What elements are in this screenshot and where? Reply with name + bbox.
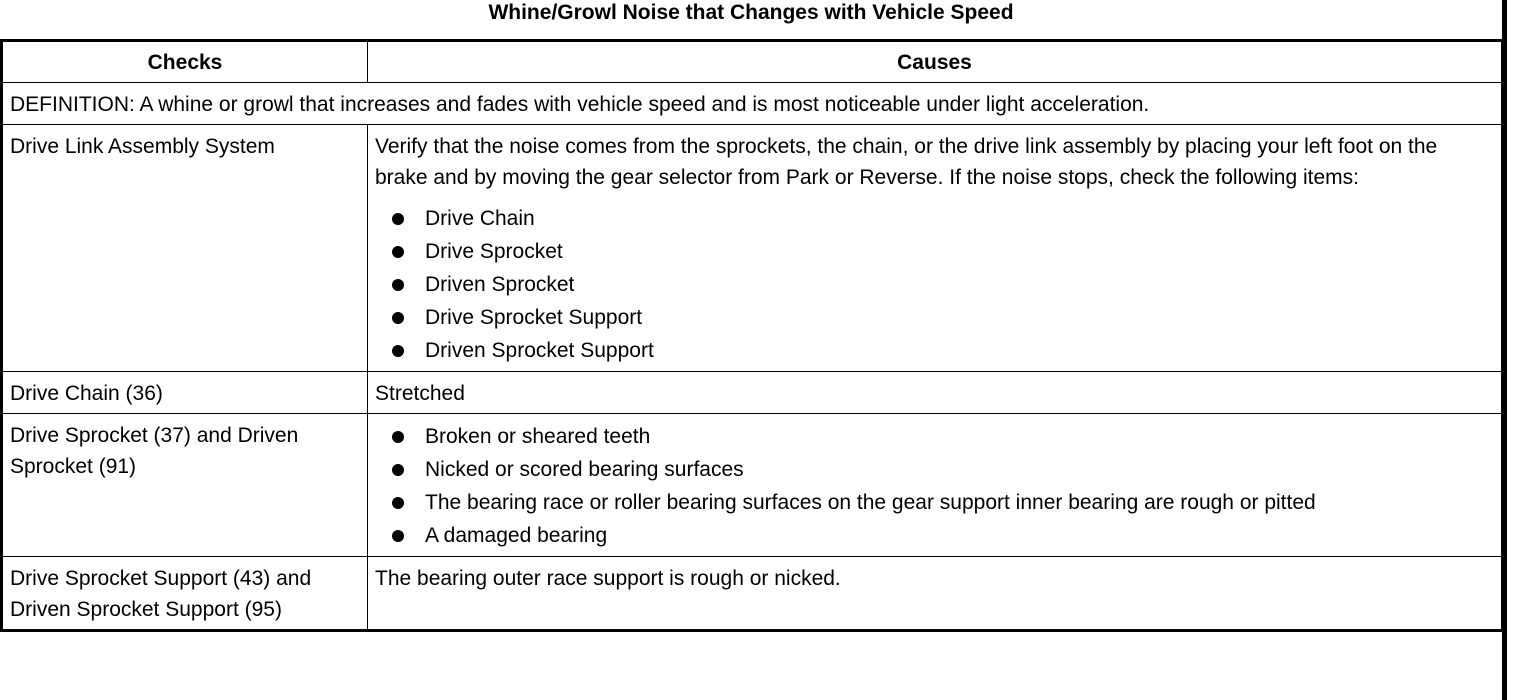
table-row: [2, 557, 1502, 631]
bullet-text: The bearing race or roller bearing surfaces on the gear support inner bearing are rough or pitted: [425, 491, 1316, 514]
column-header-checks: Checks: [2, 41, 368, 83]
bullet-dot-icon: [392, 246, 404, 258]
bullet-item: [375, 268, 1493, 301]
bullet-text: Nicked or scored bearing surfaces: [425, 458, 744, 481]
bullet-item: [375, 420, 1493, 453]
check-cell: Drive Sprocket (37) and Driven Sprocket (91): [2, 414, 368, 557]
bullet-item: [375, 519, 1493, 552]
bullet-dot-icon: [392, 279, 404, 291]
table-row: [2, 372, 1502, 414]
bullet-text: Drive Sprocket: [425, 240, 563, 263]
bullet-dot-icon: [392, 213, 404, 225]
cause-cell: [368, 414, 1502, 557]
bullet-dot-icon: [392, 530, 404, 542]
cause-cell: Stretched: [368, 372, 1502, 414]
bullet-text: Driven Sprocket Support: [425, 339, 654, 362]
document-title: Whine/Growl Noise that Changes with Vehicle Speed: [488, 1, 1014, 24]
column-header-causes: Causes: [368, 41, 1502, 83]
bullet-text: Drive Sprocket Support: [425, 306, 643, 329]
bullet-text: Drive Chain: [425, 207, 535, 230]
bullet-item: [375, 202, 1493, 235]
bullet-text: A damaged bearing: [425, 524, 608, 547]
check-cell: Drive Chain (36): [2, 372, 368, 414]
definition-text: DEFINITION: A whine or growl that increases and fades with vehicle speed and is most noticeable under light acceleration.: [2, 83, 1502, 125]
bullet-dot-icon: [392, 497, 404, 509]
table-header-row: [2, 41, 1502, 83]
cause-cell: [368, 125, 1502, 372]
bullet-item: [375, 334, 1493, 367]
check-cell: Drive Sprocket Support (43) and Driven Sprocket Support (95): [2, 557, 368, 631]
diagnosis-table: [0, 39, 1502, 632]
table-row: [2, 414, 1502, 557]
bullet-dot-icon: [392, 431, 404, 443]
table-row: [2, 125, 1502, 372]
bullet-item: [375, 301, 1493, 334]
cause-cell: The bearing outer race support is rough or nicked.: [368, 557, 1502, 631]
cause-text: Verify that the noise comes from the sprockets, the chain, or the drive link assembly by placing your left foot on the brake and by moving the gear selector from Park or Reverse. If the noise stops, check the following items:: [375, 135, 1438, 189]
bullet-text: Driven Sprocket: [425, 273, 575, 296]
bullet-item: [375, 486, 1493, 519]
definition-row: [2, 83, 1502, 125]
bullet-text: Broken or sheared teeth: [425, 425, 651, 448]
bullet-item: [375, 235, 1493, 268]
check-cell: Drive Link Assembly System: [2, 125, 368, 372]
page-edge-bar: [1502, 0, 1507, 700]
cause-bullet-list: [375, 202, 1493, 367]
bullet-dot-icon: [392, 464, 404, 476]
bullet-dot-icon: [392, 312, 404, 324]
cause-bullet-list: [375, 420, 1493, 552]
bullet-dot-icon: [392, 345, 404, 357]
bullet-item: [375, 453, 1493, 486]
